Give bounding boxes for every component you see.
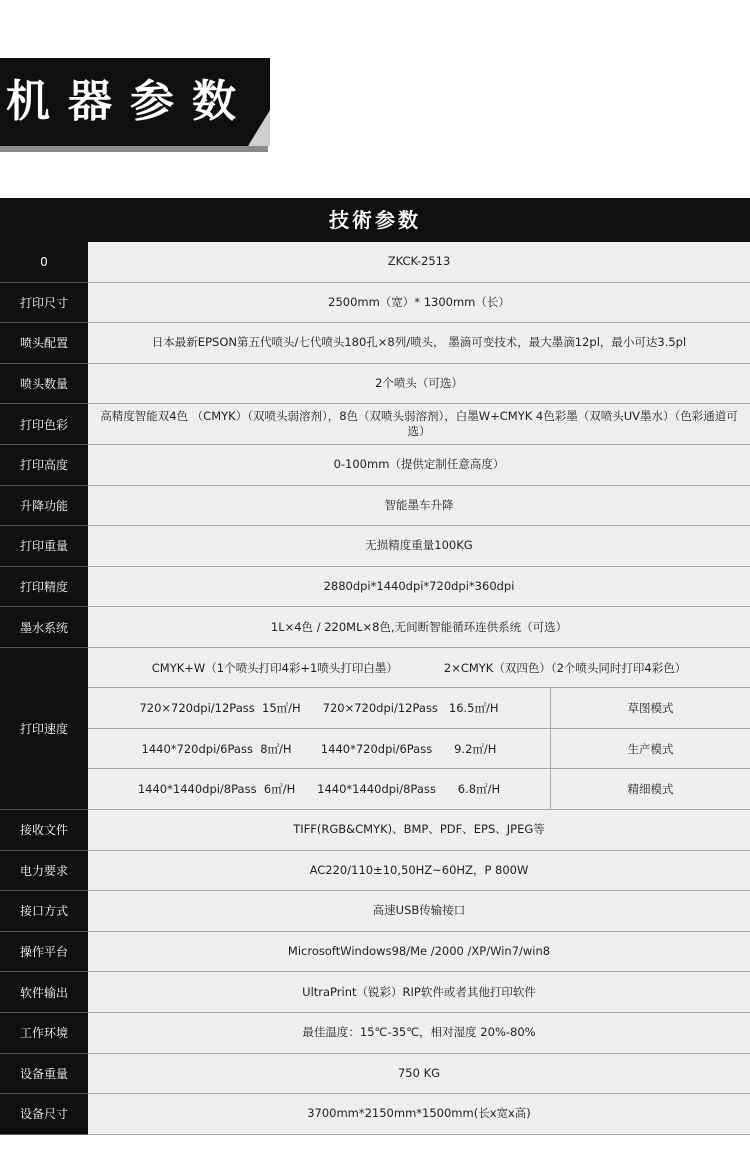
- row-value: 750 KG: [88, 1054, 750, 1095]
- row-label: 喷头数量: [0, 364, 88, 405]
- print-speed-body: [88, 648, 750, 810]
- print-speed-block: [0, 648, 750, 810]
- page-title: 机器参数: [6, 76, 254, 127]
- row-label: 0: [0, 242, 88, 283]
- table-row: [0, 526, 750, 567]
- speed-spec: 1440*720dpi/6Pass 8㎡/H 1440*720dpi/6Pass 9.2㎡/H: [88, 729, 551, 769]
- row-value: 0-100mm（提供定制任意高度）: [88, 445, 750, 486]
- row-label: 设备尺寸: [0, 1094, 88, 1135]
- table-row: [0, 972, 750, 1013]
- row-value: 1L×4色 / 220ML×8色,无间断智能循环连供系统（可选）: [88, 607, 750, 648]
- row-label: 墨水系统: [0, 607, 88, 648]
- speed-spec: 720×720dpi/12Pass 15㎡/H 720×720dpi/12Pass 16.5㎡/H: [88, 688, 551, 728]
- row-label: 打印色彩: [0, 404, 88, 445]
- row-label: 接口方式: [0, 891, 88, 932]
- row-value: 高精度智能双4色 （CMYK）（双喷头弱溶剂），8色（双喷头弱溶剂），白墨W+CMYK 4色彩墨（双喷头UV墨水）（色彩通道可选）: [88, 404, 750, 445]
- table-row: [0, 445, 750, 486]
- table-row: [0, 1013, 750, 1054]
- row-label: 接收文件: [0, 810, 88, 851]
- spec-rows-top: [0, 242, 750, 648]
- speed-mode: 精细模式: [627, 782, 674, 797]
- row-label: 升降功能: [0, 486, 88, 527]
- speed-line: [88, 729, 750, 770]
- row-label: 软件输出: [0, 972, 88, 1013]
- table-title: 技術参数: [0, 198, 750, 242]
- table-row: [0, 891, 750, 932]
- row-value: 最佳温度：15℃-35℃，相对湿度 20%-80%: [88, 1013, 750, 1054]
- row-value: UltraPrint（锐彩）RIP软件或者其他打印软件: [88, 972, 750, 1013]
- speed-head-left: CMYK+W（1个喷头打印4彩+1喷头打印白墨）: [151, 660, 398, 675]
- table-row: [0, 404, 750, 445]
- table-row: [0, 932, 750, 973]
- row-value: 2个喷头（可选）: [88, 364, 750, 405]
- row-label: 打印精度: [0, 567, 88, 608]
- speed-line: [88, 769, 750, 810]
- table-row: [0, 810, 750, 851]
- row-label: 打印尺寸: [0, 283, 88, 324]
- table-row: [0, 486, 750, 527]
- table-row: [0, 567, 750, 608]
- print-speed-header: [88, 648, 750, 689]
- row-value: 智能墨车升降: [88, 486, 750, 527]
- row-value: 3700mm*2150mm*1500mm(长x宽x高): [88, 1094, 750, 1135]
- row-value: 2500mm（宽）* 1300mm（长）: [88, 283, 750, 324]
- table-row: [0, 1054, 750, 1095]
- row-value: TIFF(RGB&CMYK)、BMP、PDF、EPS、JPEG等: [88, 810, 750, 851]
- row-label: 打印高度: [0, 445, 88, 486]
- row-value: ZKCK-2513: [88, 242, 750, 283]
- row-label: 设备重量: [0, 1054, 88, 1095]
- speed-head-right: 2×CMYK（双四色）（2个喷头同时打印4彩色）: [443, 660, 687, 675]
- table-row: [0, 1094, 750, 1135]
- table-row: [0, 364, 750, 405]
- speed-mode: 草图模式: [627, 701, 674, 716]
- row-label: 打印重量: [0, 526, 88, 567]
- table-row: [0, 323, 750, 364]
- row-value: 日本最新EPSON第五代喷头/七代喷头180孔×8列/喷头， 墨滴可变技术，最大墨滴12pl，最小可达3.5pl: [88, 323, 750, 364]
- row-value: MicrosoftWindows98/Me /2000 /XP/Win7/win8: [88, 932, 750, 973]
- row-label: 操作平台: [0, 932, 88, 973]
- row-label: 工作环境: [0, 1013, 88, 1054]
- speed-line: [88, 688, 750, 729]
- section-banner: [0, 58, 270, 153]
- table-row: [0, 607, 750, 648]
- row-value: 无损精度重量100KG: [88, 526, 750, 567]
- row-value: 高速USB传输接口: [88, 891, 750, 932]
- speed-lines: [88, 688, 750, 810]
- row-label: 打印速度: [0, 648, 88, 810]
- speed-mode: 生产模式: [627, 741, 674, 756]
- row-label: 喷头配置: [0, 323, 88, 364]
- spec-table: [0, 198, 750, 1135]
- table-row: [0, 283, 750, 324]
- row-value: 2880dpi*1440dpi*720dpi*360dpi: [88, 567, 750, 608]
- table-row: [0, 242, 750, 283]
- row-label: 电力要求: [0, 851, 88, 892]
- spec-rows-bottom: [0, 810, 750, 1135]
- table-row: [0, 851, 750, 892]
- speed-spec: 1440*1440dpi/8Pass 6㎡/H 1440*1440dpi/8Pass 6.8㎡/H: [88, 769, 551, 809]
- row-value: AC220/110±10,50HZ~60HZ，P 800W: [88, 851, 750, 892]
